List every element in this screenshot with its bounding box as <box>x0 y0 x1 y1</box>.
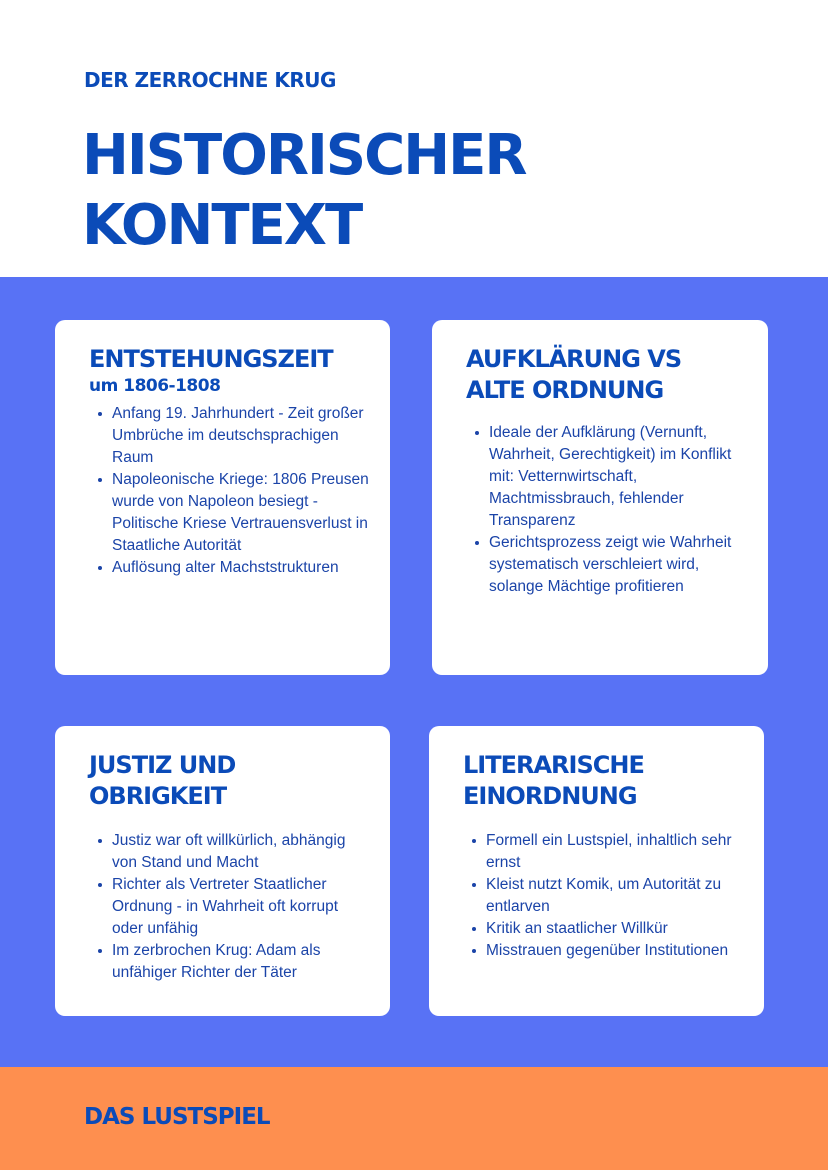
bullet-dot-icon <box>475 541 479 545</box>
card-heading: ENTSTEHUNGSZEIT <box>89 345 333 373</box>
list-item <box>463 918 744 940</box>
card-entstehungszeit <box>55 320 390 675</box>
card-heading-line-2: ALTE ORDNUNG <box>466 376 664 404</box>
bullet-dot-icon <box>472 883 476 887</box>
bullet-list <box>89 830 370 984</box>
card-heading-line-2: OBRIGKEIT <box>89 782 227 810</box>
bullet-dot-icon <box>472 839 476 843</box>
card-heading-line-1: AUFKLÄRUNG VS <box>466 345 682 373</box>
bullet-dot-icon <box>98 839 102 843</box>
list-item-text: Richter als Vertreter Staatlicher Ordnung - in Wahrheit oft korrupt oder unfähig <box>112 876 338 937</box>
poster-kicker: DER ZERROCHNE KRUG <box>84 68 336 92</box>
card-heading <box>463 750 744 812</box>
list-item <box>89 874 370 940</box>
bullet-list <box>463 830 744 962</box>
card-heading-line-2: EINORDNUNG <box>463 782 637 810</box>
list-item-text: Auflösung alter Machststrukturen <box>112 559 339 576</box>
card-subheading: um 1806-1808 <box>89 376 221 396</box>
list-item <box>89 940 370 984</box>
card-literarische-einordnung <box>429 726 764 1016</box>
footer-label: DAS LUSTSPIEL <box>84 1104 270 1130</box>
list-item-text: Anfang 19. Jahrhundert - Zeit großer Umbrüche im deutschsprachigen Raum <box>112 405 364 466</box>
list-item <box>466 532 748 598</box>
list-item <box>463 940 744 962</box>
card-heading <box>466 344 748 406</box>
list-item-text: Gerichtsprozess zeigt wie Wahrheit systematisch verschleiert wird, solange Mächtige profitieren <box>489 534 732 595</box>
list-item-text: Kritik an staatlicher Willkür <box>486 920 668 937</box>
title-line-1: HISTORISCHER <box>82 123 526 188</box>
bullet-dot-icon <box>98 412 102 416</box>
page-title <box>82 121 722 261</box>
card-heading <box>89 750 370 812</box>
list-item <box>466 422 748 532</box>
title-line-2: KONTEXT <box>82 193 362 258</box>
bullet-list <box>466 422 748 598</box>
list-item <box>463 830 744 874</box>
list-item <box>89 469 370 557</box>
list-item <box>89 403 370 469</box>
bullet-list <box>89 403 370 579</box>
bullet-dot-icon <box>98 566 102 570</box>
bullet-dot-icon <box>98 883 102 887</box>
footer-section <box>0 1067 828 1170</box>
header-section <box>0 0 828 277</box>
bullet-dot-icon <box>472 949 476 953</box>
list-item <box>89 557 370 579</box>
list-item-text: Im zerbrochen Krug: Adam als unfähiger Richter der Täter <box>112 942 321 981</box>
list-item-text: Misstrauen gegenüber Institutionen <box>486 942 729 959</box>
list-item-text: Ideale der Aufklärung (Vernunft, Wahrheit, Gerechtigkeit) im Konflikt mit: Vetternwirtschaft, Machtmissbrauch, fehlender Transparenz <box>489 424 732 529</box>
card-heading-line-1: JUSTIZ UND <box>89 751 236 779</box>
bullet-dot-icon <box>472 927 476 931</box>
list-item <box>89 830 370 874</box>
card-aufklaerung <box>432 320 768 675</box>
list-item-text: Napoleonische Kriege: 1806 Preusen wurde von Napoleon besiegt - Politische Kriese Vertrauensverlust in Staatliche Autorität <box>112 471 369 554</box>
list-item <box>463 874 744 918</box>
list-item-text: Formell ein Lustspiel, inhaltlich sehr ernst <box>486 832 732 871</box>
card-justiz <box>55 726 390 1016</box>
bullet-dot-icon <box>475 431 479 435</box>
bullet-dot-icon <box>98 949 102 953</box>
card-heading-line-1: LITERARISCHE <box>463 751 644 779</box>
bullet-dot-icon <box>98 478 102 482</box>
list-item-text: Kleist nutzt Komik, um Autorität zu entlarven <box>486 876 722 915</box>
list-item-text: Justiz war oft willkürlich, abhängig von Stand und Macht <box>112 832 346 871</box>
